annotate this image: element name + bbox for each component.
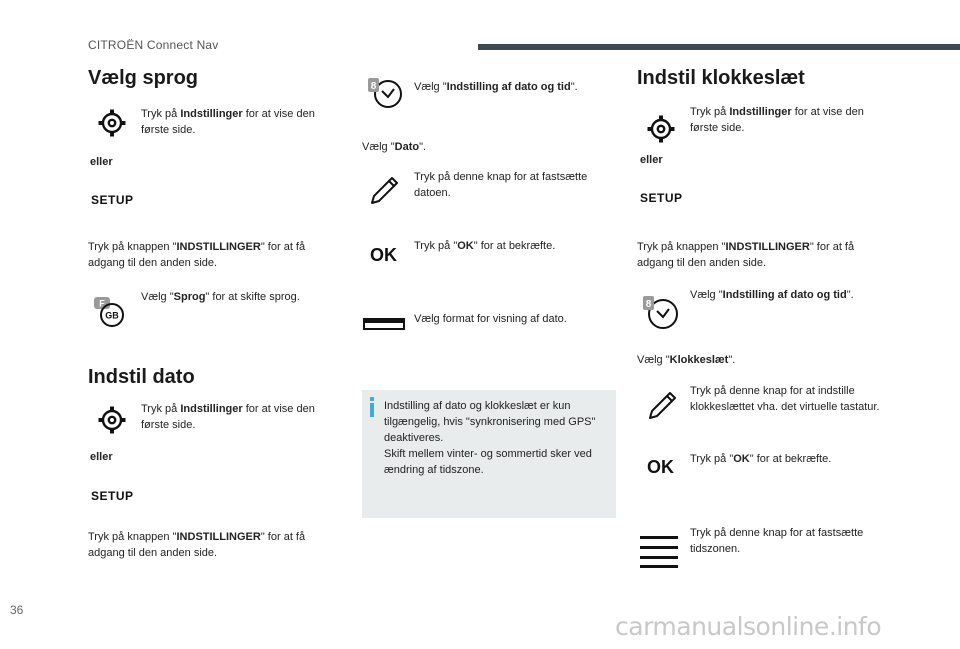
info-icon xyxy=(368,397,376,417)
time-step-7: Tryk på denne knap for at fastsætte tidszonen. xyxy=(690,527,864,555)
svg-text:GB: GB xyxy=(105,310,119,321)
clock-icon xyxy=(641,294,681,330)
date-step-1: Tryk på Indstillinger for at vise den første side. xyxy=(141,403,315,431)
time-step-6: Tryk på "OK" for at bekræfte. xyxy=(690,453,832,465)
setup-button-label: SETUP xyxy=(91,193,134,207)
date-step-7: Vælg format for visning af dato. xyxy=(414,313,567,325)
time-step-1: Tryk på Indstillinger for at vise den første side. xyxy=(690,106,864,134)
svg-text:F: F xyxy=(99,298,105,309)
pencil-icon xyxy=(646,390,678,422)
settings-gear-icon xyxy=(97,108,127,138)
setup-button-label: SETUP xyxy=(91,489,134,503)
pencil-icon xyxy=(368,175,400,207)
lang-step-2: Tryk på knappen "INDSTILLINGER" for at få adgang til den anden side. xyxy=(88,241,306,269)
note-text-2: Skift mellem vinter- og sommertid sker ved ændring af tidszone. xyxy=(384,448,592,476)
svg-text:8: 8 xyxy=(645,299,652,310)
svg-text:8: 8 xyxy=(370,81,377,92)
settings-gear-icon xyxy=(97,405,127,435)
time-step-5: Tryk på denne knap for at indstille klokkeslættet vha. det virtuelle tastatur. xyxy=(690,385,880,413)
clock-icon xyxy=(366,76,406,110)
date-step-4: Vælg "Dato". xyxy=(362,141,427,153)
date-step-2: Tryk på knappen "INDSTILLINGER" for at få adgang til den anden side. xyxy=(88,531,306,559)
date-format-bar-icon xyxy=(363,318,405,330)
ok-button-label: OK xyxy=(647,457,674,477)
lang-step-1: Tryk på Indstillinger for at vise den første side. xyxy=(141,108,315,136)
or-label: eller xyxy=(640,154,663,166)
document-header-title: CITROËN Connect Nav xyxy=(88,38,219,52)
watermark: carmanualsonline.info xyxy=(615,612,882,641)
date-step-6: Tryk på "OK" for at bekræfte. xyxy=(414,240,556,252)
heading-set-time: Indstil klokkeslæt xyxy=(637,67,805,89)
time-step-3: Vælg "Indstilling af dato og tid". xyxy=(690,289,854,301)
language-flag-icon xyxy=(92,295,128,329)
lang-step-3: Vælg "Sprog" for at skifte sprog. xyxy=(141,291,300,303)
time-step-2: Tryk på knappen "INDSTILLINGER" for at få adgang til den anden side. xyxy=(637,241,855,269)
heading-choose-language: Vælg sprog xyxy=(88,67,199,89)
time-step-4: Vælg "Klokkeslæt". xyxy=(637,354,736,366)
page-number: 36 xyxy=(10,603,24,617)
date-step-5: Tryk på denne knap for at fastsætte datoen. xyxy=(414,171,588,199)
note-text-1: Indstilling af dato og klokkeslæt er kun tilgængelig, hvis "synkronisering med GPS" deaktiveres. xyxy=(384,400,596,444)
or-label: eller xyxy=(90,451,113,463)
timezone-lines-icon xyxy=(640,534,678,568)
ok-button-label: OK xyxy=(370,245,397,265)
header-bar xyxy=(478,44,960,50)
date-step-3: Vælg "Indstilling af dato og tid". xyxy=(414,81,578,93)
or-label: eller xyxy=(90,156,113,168)
setup-button-label: SETUP xyxy=(640,191,683,205)
settings-gear-icon xyxy=(646,114,676,144)
heading-set-date: Indstil dato xyxy=(88,366,195,388)
